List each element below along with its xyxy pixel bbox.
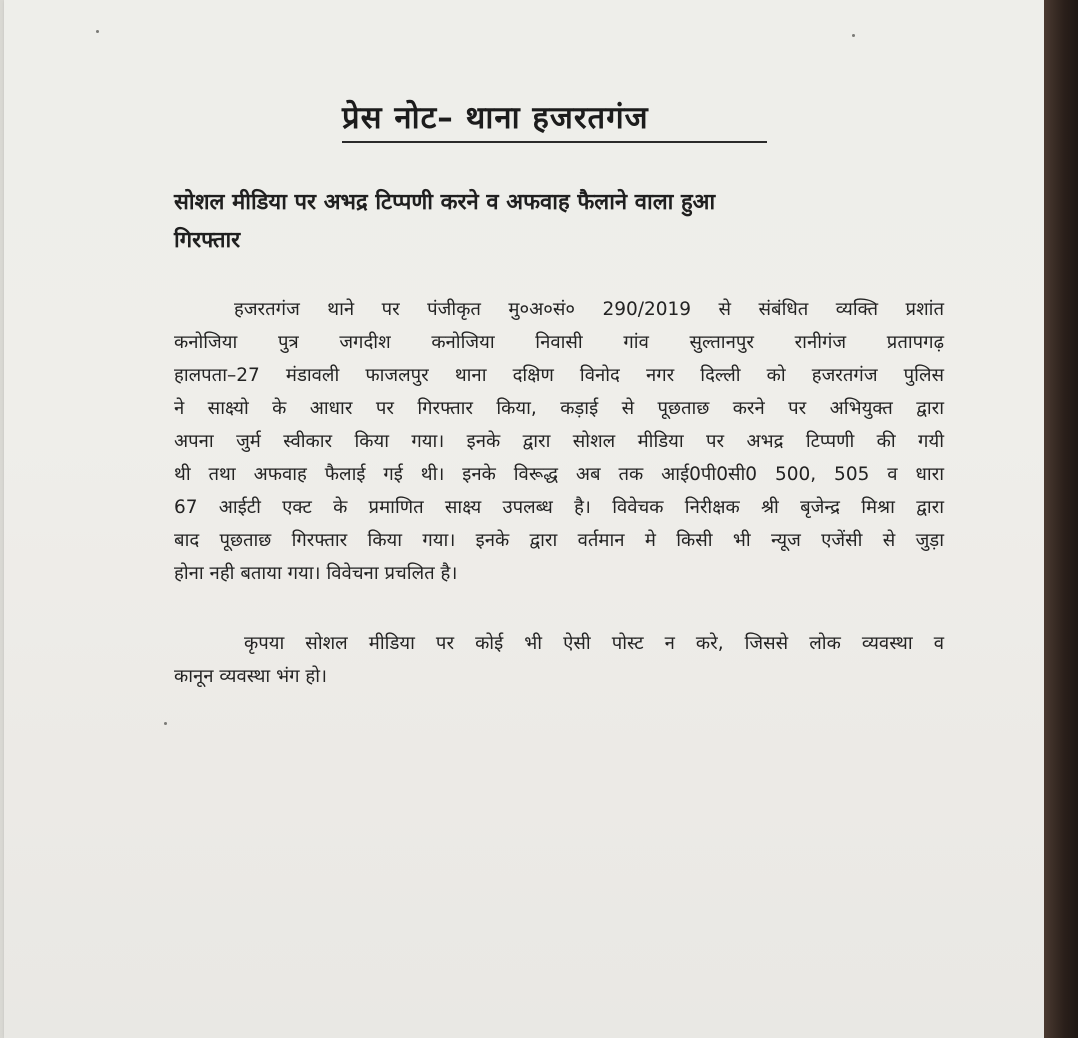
paragraph-line: बाद पूछताछ गिरफ्तार किया गया। इनके द्वारा वर्तमान मे किसी भी न्यूज एजेंसी से जुड़ा [174,530,944,551]
paper-speck [96,30,99,33]
paragraph-line: अपना जुर्म स्वीकार किया गया। इनके द्वारा सोशल मीडिया पर अभद्र टिप्पणी की गयी [174,431,944,452]
headline-line: सोशल मीडिया पर अभद्र टिप्पणी करने व अफवाह फैलाने वाला हुआ [174,190,716,215]
paragraph-line: कृपया सोशल मीडिया पर कोई भी ऐसी पोस्ट न करे, जिससे लोक व्यवस्था व [244,633,944,654]
paper-speck [164,722,167,725]
background-edge [1044,0,1078,1038]
paragraph-line: 67 आईटी एक्ट के प्रमाणित साक्ष्य उपलब्ध है। विवेचक निरीक्षक श्री बृजेन्द्र मिश्रा द्वारा [174,497,944,518]
paragraph-line: थी तथा अफवाह फैलाई गई थी। इनके विरूद्ध अब तक आई0पी0सी0 500, 505 व धारा [174,464,944,485]
paragraph-line: होना नही बताया गया। विवेचना प्रचलित है। [174,563,458,584]
paper-sheet [4,0,1044,1038]
paragraph-line: कनोजिया पुत्र जगदीश कनोजिया निवासी गांव सुल्तानपुर रानीगंज प्रतापगढ़ [174,332,944,353]
paragraph-line: हजरतगंज थाने पर पंजीकृत मु०अ०सं० 290/2019 से संबंधित व्यक्ति प्रशांत [234,299,944,320]
paper-speck [852,34,855,37]
press-note-title: प्रेस नोट– थाना हजरतगंज [342,100,649,136]
headline-line: गिरफ्तार [174,228,241,253]
title-underline [342,141,767,143]
paragraph-line: हालपता–27 मंडावली फाजलपुर थाना दक्षिण विनोद नगर दिल्ली को हजरतगंज पुलिस [174,365,944,386]
paragraph-line: कानून व्यवस्था भंग हो। [174,666,328,687]
news-headline [174,184,954,260]
paragraph-line: ने साक्ष्यो के आधार पर गिरफ्तार किया, कड़ाई से पूछताछ करने पर अभियुक्त द्वारा [174,398,944,419]
